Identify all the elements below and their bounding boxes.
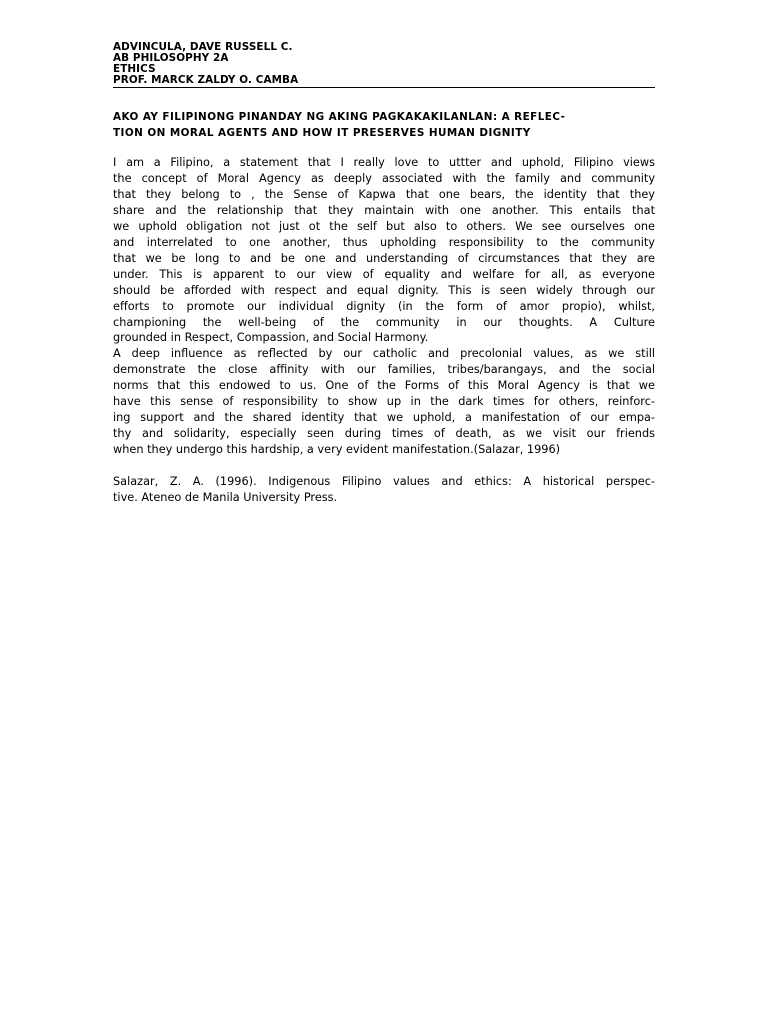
- reference-entry: [113, 474, 655, 506]
- paragraph-line: and interrelated to one another, thus upholding responsibility to the community: [113, 235, 655, 249]
- paragraph-line: that we be long to and be one and understanding of circumstances that they are: [113, 251, 655, 265]
- title-line-1: AKO AY FILIPINONG PINANDAY NG AKING PAGKAKAKILANLAN: A REFLEC-: [113, 111, 566, 123]
- subject-name: ETHICS: [113, 63, 156, 75]
- document-page: [113, 42, 655, 506]
- paragraph-line: I am a Filipino, a statement that I really love to uttter and uphold, Filipino views: [113, 156, 655, 169]
- author-name: ADVINCULA, DAVE RUSSELL C.: [113, 41, 293, 53]
- paragraph-line: the concept of Moral Agency as deeply associated with the family and community: [113, 171, 655, 185]
- paragraph-line: thy and solidarity, especially seen during times of death, as we visit our friends: [113, 427, 655, 441]
- essay-body: [113, 155, 655, 506]
- paragraph-line: A deep influence as reflected by our catholic and precolonial values, as we still: [113, 347, 655, 361]
- paragraph-line: championing the well-being of the community in our thoughts. A Culture: [113, 315, 655, 329]
- paragraph-line: that they belong to , the Sense of Kapwa that one bears, the identity that they: [113, 187, 655, 201]
- paragraph-line: norms that this endowed to us. One of the Forms of this Moral Agency is that we: [113, 379, 655, 393]
- paragraph-1: [113, 155, 655, 346]
- reference-line: Salazar, Z. A. (1996). Indigenous Filipino values and ethics: A historical perspec-: [113, 475, 655, 489]
- reference-line: tive. Ateneo de Manila University Press.: [113, 491, 338, 504]
- paragraph-line: ing support and the shared identity that we uphold, a manifestation of our empa-: [113, 411, 655, 425]
- program-name: AB PHILOSOPHY 2A: [113, 52, 229, 64]
- paragraph-gap: [113, 458, 655, 474]
- paragraph-line: grounded in Respect, Compassion, and Social Harmony.: [113, 331, 429, 345]
- paragraph-line: should be afforded with respect and equal dignity. This is seen widely through our: [113, 283, 655, 297]
- paragraph-line: efforts to promote our individual dignity (in the form of amor propio), whilst,: [113, 299, 655, 313]
- author-header: [113, 42, 655, 88]
- paragraph-line: have this sense of responsibility to show up in the dark times for others, reinforc-: [113, 395, 655, 409]
- paragraph-line: share and the relationship that they maintain with one another. This entails that: [113, 203, 655, 217]
- paragraph-line: we uphold obligation not just ot the self but also to others. We see ourselves one: [113, 219, 655, 233]
- paragraph-line: when they undergo this hardship, a very evident manifestation.(Salazar, 1996): [113, 443, 561, 457]
- title-line-2: TION ON MORAL AGENTS AND HOW IT PRESERVES HUMAN DIGNITY: [113, 127, 531, 139]
- paragraph-line: under. This is apparent to our view of equality and welfare for all, as everyone: [113, 267, 655, 281]
- paragraph-2: [113, 346, 655, 458]
- professor-name: PROF. MARCK ZALDY O. CAMBA: [113, 74, 299, 86]
- essay-title: [113, 109, 655, 141]
- paragraph-line: demonstrate the close affinity with our families, tribes/barangays, and the social: [113, 363, 655, 377]
